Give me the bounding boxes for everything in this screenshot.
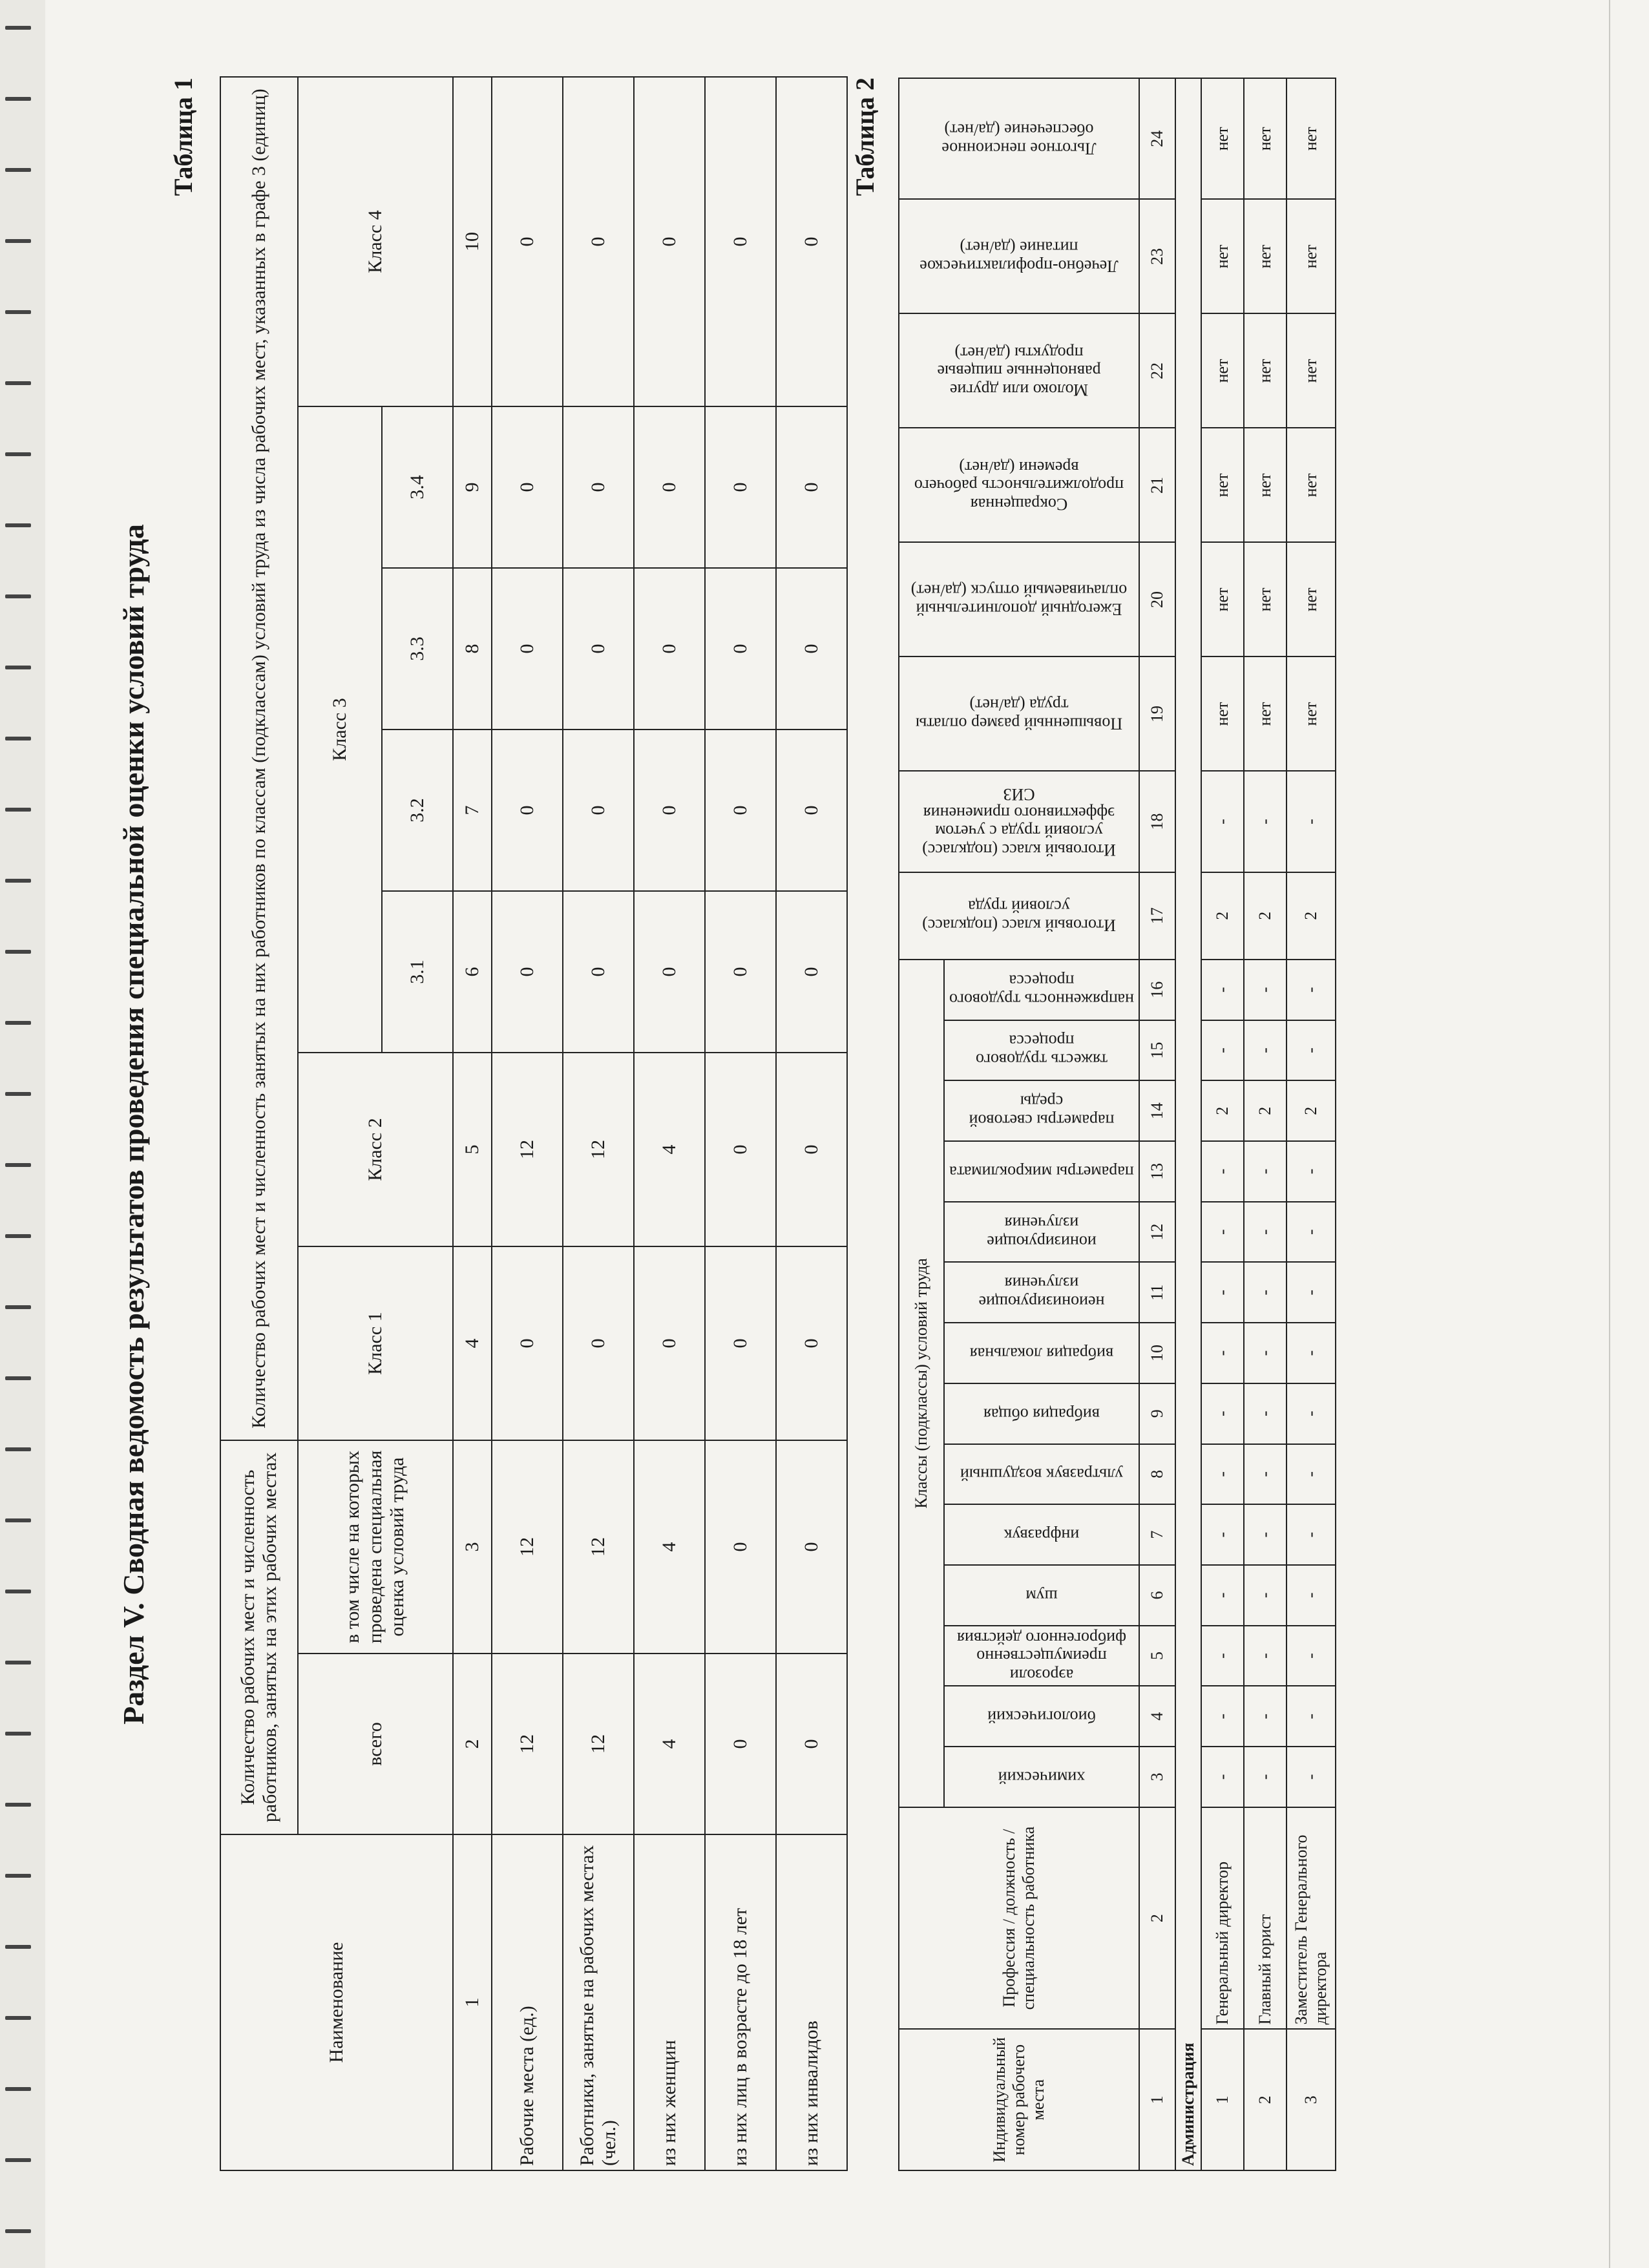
section-title: Раздел V. Сводная ведомость результатов проведения специальной оценки условий труда	[117, 524, 150, 1725]
t2-factor-header	[944, 1626, 1139, 1686]
table-row	[1244, 78, 1287, 2170]
t2-cell: -	[1201, 960, 1244, 1020]
t2-colnum: 6	[1139, 1565, 1175, 1626]
t2-colnum: 4	[1139, 1686, 1175, 1747]
t2-cell: -	[1287, 1504, 1336, 1565]
table-row	[1287, 78, 1336, 2170]
t2-cell: -	[1244, 1444, 1287, 1505]
t2-factor-header	[944, 1383, 1139, 1444]
t2-cell: нет	[1287, 542, 1336, 656]
t2-colnum: 16	[1139, 960, 1175, 1020]
table-row	[563, 77, 634, 2170]
t1-header-name: Наименование	[220, 1834, 453, 2170]
t1-row-label: из них инвалидов	[776, 1834, 847, 2170]
t2-colnum: 5	[1139, 1626, 1175, 1686]
t2-header-guarantee	[899, 656, 1139, 771]
t2-factor-text: вибрация общая	[983, 1405, 1100, 1424]
t1-cell: 0	[563, 568, 634, 730]
t2-cell: -	[1244, 1565, 1287, 1626]
t2-guarantee-text: Повышенный размер оплаты труда (да/нет)	[915, 695, 1123, 733]
t2-cell: нет	[1287, 428, 1336, 542]
t2-factor-header	[944, 1444, 1139, 1505]
t2-cell: нет	[1287, 313, 1336, 428]
t1-colnum: 1	[453, 1834, 492, 2170]
t1-cell: 0	[705, 568, 776, 730]
t1-header-3-3: 3.3	[382, 568, 453, 730]
t2-factor-text: ионизирующие излучения	[987, 1213, 1097, 1252]
t1-cell: 4	[634, 1440, 705, 1654]
t1-header-3-2: 3.2	[382, 730, 453, 891]
t1-cell: 12	[563, 1053, 634, 1246]
t2-factor-header	[944, 1020, 1139, 1081]
t1-cell: 12	[492, 1053, 563, 1246]
t1-cell: 0	[492, 1246, 563, 1440]
t2-cell: нет	[1201, 428, 1244, 542]
t2-factor-text: тяжесть трудового процесса	[975, 1032, 1108, 1070]
t1-cell: 0	[563, 1246, 634, 1440]
t2-header-guarantee	[899, 78, 1139, 200]
t2-cell: -	[1201, 1202, 1244, 1263]
t2-factor-header	[944, 960, 1139, 1020]
t2-cell: -	[1244, 771, 1287, 872]
t2-header-final-siz-text: Итоговый класс (подкласс) условий труда с учетом эффективного применения СИЗ	[922, 784, 1116, 859]
t2-cell: нет	[1201, 313, 1244, 428]
t1-colnum: 4	[453, 1246, 492, 1440]
t2-factor-header	[944, 1141, 1139, 1202]
t1-cell: 0	[776, 730, 847, 891]
t2-factor-text: неионизирующие излучения	[978, 1274, 1105, 1312]
t2-colnum: 14	[1139, 1080, 1175, 1141]
t2-cell: нет	[1287, 78, 1336, 200]
t2-colnum: 24	[1139, 78, 1175, 200]
t2-factor-header	[944, 1504, 1139, 1565]
t2-factor-header	[944, 1323, 1139, 1383]
t2-cell: -	[1244, 1141, 1287, 1202]
t2-column-numbers	[1139, 78, 1175, 2170]
t1-cell: 0	[776, 891, 847, 1053]
t2-cell: -	[1201, 1141, 1244, 1202]
t2-cell: -	[1287, 1141, 1336, 1202]
t2-factor-header	[944, 1747, 1139, 1807]
t1-colnum: 6	[453, 891, 492, 1053]
t2-factor-text: биологический	[987, 1707, 1096, 1727]
t1-cell: 0	[634, 1246, 705, 1440]
t2-factor-header	[944, 1262, 1139, 1323]
t2-cell: -	[1287, 1686, 1336, 1747]
t2-colnum: 8	[1139, 1444, 1175, 1505]
t2-header-final	[899, 872, 1139, 960]
t1-header-class2: Класс 2	[298, 1053, 453, 1246]
t1-cell: 0	[776, 568, 847, 730]
t2-factor-header	[944, 1686, 1139, 1747]
t2-cell: -	[1287, 1444, 1336, 1505]
t2-cell: -	[1201, 1504, 1244, 1565]
t2-cell: -	[1244, 1747, 1287, 1807]
t1-cell: 0	[563, 891, 634, 1053]
t1-cell: 0	[776, 77, 847, 406]
t1-cell: 0	[705, 891, 776, 1053]
t2-cell: нет	[1201, 656, 1244, 771]
t2-cell: 2	[1201, 872, 1244, 960]
table-row	[705, 77, 776, 2170]
t2-cell: -	[1201, 1444, 1244, 1505]
t2-header-profession: Профессия / должность / специальность работника	[899, 1807, 1139, 2030]
t2-cell: -	[1244, 1504, 1287, 1565]
t1-cell: 0	[776, 406, 847, 568]
t1-colnum: 8	[453, 568, 492, 730]
t2-cell: -	[1201, 1686, 1244, 1747]
t1-cell: 12	[563, 1440, 634, 1654]
t1-cell: 0	[563, 77, 634, 406]
t2-factor-text: параметры световой среды	[969, 1093, 1115, 1130]
t2-factor-text: параметры микроклимата	[949, 1162, 1134, 1182]
t2-cell: -	[1287, 1747, 1336, 1807]
t2-guarantee-text: Молоко или другие равноценные пищевые продукты (да/нет)	[937, 343, 1101, 399]
t2-row-id: 1	[1201, 2029, 1244, 2170]
t2-guarantee-text: Льготное пенсионное обеспечение (да/нет)	[941, 120, 1097, 158]
t2-colnum: 18	[1139, 771, 1175, 872]
t2-guarantee-text: Сокращенная продолжительность рабочего времени (да/нет)	[914, 457, 1124, 514]
t1-cell: 12	[492, 1654, 563, 1834]
t2-guarantee-text: Ежегодный дополнительный оплачиваемый отпуск (да/нет)	[910, 581, 1128, 619]
table2-label: Таблица 2	[850, 78, 879, 196]
t2-factor-text: химический	[998, 1768, 1086, 1787]
t1-cell: 0	[776, 1246, 847, 1440]
t2-colnum: 3	[1139, 1747, 1175, 1807]
t1-row-label: из них женщин	[634, 1834, 705, 2170]
t2-cell: -	[1287, 1202, 1336, 1263]
t2-factor-text: вибрация локальная	[969, 1344, 1114, 1363]
t2-cell: -	[1244, 1626, 1287, 1686]
t2-cell: нет	[1244, 200, 1287, 314]
t2-cell: -	[1244, 1383, 1287, 1444]
t1-cell: 0	[634, 730, 705, 891]
t2-factor-text: шум	[1025, 1586, 1058, 1606]
t2-header-guarantee	[899, 200, 1139, 314]
t2-colnum: 19	[1139, 656, 1175, 771]
t2-header-id: Индивидуальный номер рабочего места	[899, 2029, 1139, 2170]
t2-cell: -	[1201, 1262, 1244, 1323]
t2-colnum: 7	[1139, 1504, 1175, 1565]
t1-cell: 12	[563, 1654, 634, 1834]
t2-cell: -	[1244, 1020, 1287, 1081]
t2-cell: 2	[1201, 1080, 1244, 1141]
t1-header-count: Количество рабочих мест и численность работников, занятых на этих рабочих местах	[220, 1440, 298, 1834]
t2-cell: -	[1244, 1686, 1287, 1747]
t1-cell: 0	[776, 1440, 847, 1654]
t1-header-class3: Класс 3	[298, 406, 382, 1053]
t2-row-profession: Главный юрист	[1244, 1807, 1287, 2030]
summary-table-1	[220, 76, 848, 2171]
t1-colnum: 7	[453, 730, 492, 891]
t1-header-assessed: в том числе на которых проведена специальная оценка условий труда	[298, 1440, 453, 1654]
t2-cell: нет	[1244, 542, 1287, 656]
t1-cell: 0	[776, 1654, 847, 1834]
t1-cell: 0	[705, 1654, 776, 1834]
t2-colnum: 20	[1139, 542, 1175, 656]
t1-row-label: из них лиц в возрасте до 18 лет	[705, 1834, 776, 2170]
t2-cell: -	[1244, 1323, 1287, 1383]
t2-row-profession: Генеральный директор	[1201, 1807, 1244, 2030]
t2-cell: 2	[1287, 872, 1336, 960]
t2-cell: -	[1201, 1020, 1244, 1081]
t2-colnum: 12	[1139, 1202, 1175, 1263]
t2-cell: -	[1201, 1565, 1244, 1626]
t1-cell: 0	[705, 406, 776, 568]
t1-colnum: 2	[453, 1654, 492, 1834]
t1-row-label: Рабочие места (ед.)	[492, 1834, 563, 2170]
t2-cell: -	[1201, 1323, 1244, 1383]
t1-cell: 4	[634, 1654, 705, 1834]
t1-row-label: Работники, занятые на рабочих местах (чел.)	[563, 1834, 634, 2170]
t2-cell: -	[1287, 960, 1336, 1020]
t2-factor-text: аэрозоли преимущественно фиброгенного действия	[957, 1628, 1126, 1685]
t1-cell: 0	[492, 568, 563, 730]
t1-cell: 0	[492, 406, 563, 568]
table-row	[1201, 78, 1244, 2170]
t2-cell: -	[1287, 1565, 1336, 1626]
t2-cell: -	[1287, 771, 1336, 872]
t2-cell: нет	[1244, 313, 1287, 428]
t2-cell: -	[1201, 1747, 1244, 1807]
t2-header-classes: Классы (подклассы) условий труда	[899, 960, 944, 1807]
t2-cell: -	[1244, 960, 1287, 1020]
table-row	[776, 77, 847, 2170]
t2-cell: нет	[1244, 656, 1287, 771]
t2-colnum: 23	[1139, 200, 1175, 314]
t2-cell: нет	[1287, 200, 1336, 314]
t2-row-profession: Заместитель Генерального директора	[1287, 1807, 1336, 2030]
t1-cell: 0	[705, 1246, 776, 1440]
t2-header-guarantee	[899, 313, 1139, 428]
t2-cell: нет	[1287, 656, 1336, 771]
t2-factor-text: ультразвук воздушный	[960, 1465, 1124, 1484]
t1-cell: 0	[563, 406, 634, 568]
t1-header-class1: Класс 1	[298, 1246, 453, 1440]
t1-column-numbers	[453, 77, 492, 2170]
t2-factor-text: напряженность трудового процесса	[949, 971, 1134, 1009]
t1-cell: 0	[705, 77, 776, 406]
t2-cell: -	[1287, 1020, 1336, 1081]
t1-colnum: 3	[453, 1440, 492, 1654]
t2-cell: -	[1201, 1626, 1244, 1686]
t1-cell: 0	[634, 568, 705, 730]
t2-header-final-siz	[899, 771, 1139, 872]
t1-cell: 0	[634, 891, 705, 1053]
t2-header-final-text: Итоговый класс (подкласс) условий труда	[922, 898, 1116, 935]
t1-cell: 0	[705, 730, 776, 891]
t2-row-id: 3	[1287, 2029, 1336, 2170]
t2-cell: -	[1287, 1262, 1336, 1323]
t1-colnum: 10	[453, 77, 492, 406]
t1-cell: 0	[492, 730, 563, 891]
table1-label: Таблица 1	[169, 78, 198, 196]
t1-cell: 0	[563, 730, 634, 891]
t1-cell: 0	[492, 77, 563, 406]
t2-cell: -	[1287, 1383, 1336, 1444]
t1-cell: 4	[634, 1053, 705, 1246]
t2-header-guarantee	[899, 542, 1139, 656]
summary-table-2	[898, 78, 1336, 2171]
t2-header-guarantee	[899, 428, 1139, 542]
t2-colnum: 9	[1139, 1383, 1175, 1444]
t2-cell: 2	[1244, 872, 1287, 960]
t2-factor-header	[944, 1565, 1139, 1626]
t2-cell: нет	[1244, 428, 1287, 542]
t2-cell: нет	[1201, 542, 1244, 656]
t1-cell: 0	[634, 77, 705, 406]
t2-cell: 2	[1244, 1080, 1287, 1141]
t2-cell: нет	[1244, 78, 1287, 200]
rotated-page	[90, 52, 1596, 2197]
t2-cell: нет	[1201, 200, 1244, 314]
page-edge	[1609, 0, 1610, 2268]
t1-cell: 0	[634, 406, 705, 568]
t1-cell: 0	[705, 1053, 776, 1246]
t2-cell: -	[1244, 1202, 1287, 1263]
t1-colnum: 5	[453, 1053, 492, 1246]
t1-cell: 12	[492, 1440, 563, 1654]
t2-cell: -	[1201, 771, 1244, 872]
t1-header-total: всего	[298, 1654, 453, 1834]
t2-colnum: 21	[1139, 428, 1175, 542]
t2-colnum: 17	[1139, 872, 1175, 960]
t1-cell: 0	[492, 891, 563, 1053]
t1-header-3-4: 3.4	[382, 406, 453, 568]
t2-cell: -	[1244, 1262, 1287, 1323]
t2-group-row	[1175, 78, 1201, 2170]
t2-factor-text: инфразвук	[1003, 1526, 1080, 1545]
binding-strip	[0, 0, 45, 2268]
table-row	[634, 77, 705, 2170]
t2-factor-header	[944, 1202, 1139, 1263]
t2-group-label: Администрация	[1175, 78, 1201, 2170]
t2-row-id: 2	[1244, 2029, 1287, 2170]
t2-cell: 2	[1287, 1080, 1336, 1141]
t2-colnum: 2	[1139, 1807, 1175, 2030]
t2-colnum: 13	[1139, 1141, 1175, 1202]
table-row	[492, 77, 563, 2170]
t1-colnum: 9	[453, 406, 492, 568]
t1-header-3-1: 3.1	[382, 891, 453, 1053]
t2-cell: -	[1287, 1323, 1336, 1383]
t2-colnum: 11	[1139, 1262, 1175, 1323]
t2-colnum: 22	[1139, 313, 1175, 428]
t2-colnum: 1	[1139, 2029, 1175, 2170]
t1-cell: 0	[705, 1440, 776, 1654]
t1-header-class4: Класс 4	[298, 77, 453, 406]
t2-factor-header	[944, 1080, 1139, 1141]
t2-colnum: 15	[1139, 1020, 1175, 1081]
t2-colnum: 10	[1139, 1323, 1175, 1383]
t2-cell: -	[1201, 1383, 1244, 1444]
t2-guarantee-text: Лечебно-профилактическое питание (да/нет)	[919, 238, 1119, 276]
t2-cell: -	[1287, 1626, 1336, 1686]
t1-cell: 0	[776, 1053, 847, 1246]
t1-header-classes: Количество рабочих мест и численность занятых на них работников по классам (подклассам) условий труда из числа рабочих мест, указанных в графе 3 (единиц)	[220, 77, 298, 1440]
t2-cell: нет	[1201, 78, 1244, 200]
